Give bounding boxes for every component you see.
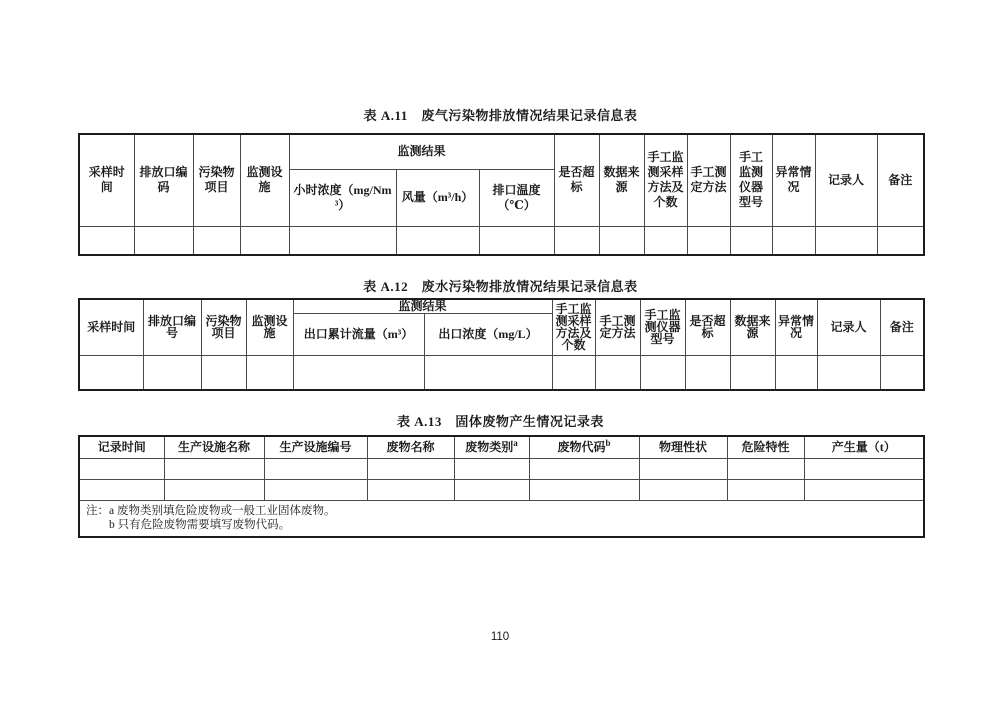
empty-cell: [79, 226, 134, 255]
empty-cell: [804, 479, 924, 500]
empty-cell: [240, 226, 289, 255]
empty-cell: [79, 458, 164, 479]
empty-cell: [134, 226, 193, 255]
empty-cell: [804, 458, 924, 479]
empty-cell: [815, 226, 877, 255]
waste-category-label: 废物类别: [465, 439, 514, 454]
col-manual-test-method: 手工测定方法: [687, 134, 730, 226]
empty-cell: [424, 355, 552, 390]
empty-cell: [454, 458, 529, 479]
col-production-facility-number: 生产设施编号: [264, 436, 367, 458]
col-remark: 备注: [877, 134, 924, 226]
col-air-volume: 风量（m³/h）: [396, 169, 479, 226]
empty-cell: [367, 458, 454, 479]
col-exceed-standard: 是否超标: [554, 134, 599, 226]
col-monitoring-result-group: 监测结果: [293, 299, 552, 313]
empty-cell: [880, 355, 924, 390]
col-pollutant-item: 污染物项目: [201, 299, 246, 355]
header-row: [79, 299, 924, 313]
col-physical-state: 物理性状: [639, 436, 727, 458]
table-a12-title: 表 A.12 废水污染物排放情况结果记录信息表: [363, 279, 638, 294]
empty-cell: [639, 479, 727, 500]
col-remark: 备注: [880, 299, 924, 355]
empty-cell: [554, 226, 599, 255]
empty-cell: [246, 355, 293, 390]
col-generated-amount: 产生量（t）: [804, 436, 924, 458]
col-waste-name: 废物名称: [367, 436, 454, 458]
empty-cell: [143, 355, 201, 390]
empty-cell: [201, 355, 246, 390]
col-data-source: 数据来源: [730, 299, 775, 355]
col-manual-test-method: 手工测定方法: [595, 299, 640, 355]
col-waste-category: [454, 436, 529, 458]
empty-cell: [775, 355, 817, 390]
note-line-b: b 只有危险废物需要填写废物代码。: [109, 518, 291, 531]
table-a13-solid-waste: [78, 435, 925, 538]
col-data-source: 数据来源: [599, 134, 644, 226]
empty-cell: [772, 226, 815, 255]
col-record-time: 记录时间: [79, 436, 164, 458]
empty-cell: [599, 226, 644, 255]
empty-cell: [264, 479, 367, 500]
empty-data-row: [79, 226, 924, 255]
col-monitoring-facility: 监测设施: [246, 299, 293, 355]
empty-cell: [877, 226, 924, 255]
empty-cell: [289, 226, 396, 255]
superscript-b: b: [605, 437, 611, 448]
col-recorder: 记录人: [817, 299, 880, 355]
empty-cell: [79, 355, 143, 390]
col-outlet-cumulative-flow: 出口累计流量（m³）: [293, 313, 424, 355]
col-recorder: 记录人: [815, 134, 877, 226]
col-manual-sampling-method: 手工监测采样方法及个数: [644, 134, 687, 226]
empty-data-row: [79, 458, 924, 479]
col-abnormal-situation: 异常情况: [772, 134, 815, 226]
empty-cell: [529, 458, 639, 479]
empty-cell: [595, 355, 640, 390]
table-a11-waste-gas: [78, 133, 925, 256]
col-sampling-time: 采样时间: [79, 299, 143, 355]
col-outlet-concentration: 出口浓度（mg/L）: [424, 313, 552, 355]
empty-cell: [293, 355, 424, 390]
empty-cell: [367, 479, 454, 500]
col-hourly-concentration: 小时浓度（mg/Nm³）: [289, 169, 396, 226]
waste-code-label: 废物代码: [557, 439, 606, 454]
col-waste-code: [529, 436, 639, 458]
col-production-facility-name: 生产设施名称: [164, 436, 264, 458]
col-manual-instrument-model: 手工监测仪器型号: [640, 299, 685, 355]
empty-cell: [193, 226, 240, 255]
empty-cell: [730, 226, 772, 255]
page-number: 110: [490, 631, 510, 643]
table-a12-waste-water: [78, 298, 925, 391]
col-outlet-number: 排放口编号: [143, 299, 201, 355]
empty-cell: [79, 479, 164, 500]
empty-data-row: [79, 355, 924, 390]
empty-cell: [639, 458, 727, 479]
empty-cell: [164, 479, 264, 500]
col-manual-sampling-method: 手工监测采样方法及个数: [552, 299, 595, 355]
col-pollutant-item: 污染物项目: [193, 134, 240, 226]
empty-cell: [727, 458, 804, 479]
col-outlet-code: 排放口编码: [134, 134, 193, 226]
empty-cell: [552, 355, 595, 390]
col-monitoring-facility: 监测设施: [240, 134, 289, 226]
table-a11-title: 表 A.11 废气污染物排放情况结果记录信息表: [363, 108, 638, 123]
table-note: [79, 500, 924, 537]
superscript-a: a: [513, 437, 518, 448]
col-outlet-temperature: 排口温度（℃）: [479, 169, 554, 226]
empty-cell: [727, 479, 804, 500]
empty-cell: [644, 226, 687, 255]
empty-cell: [454, 479, 529, 500]
empty-cell: [817, 355, 880, 390]
empty-cell: [164, 458, 264, 479]
empty-cell: [396, 226, 479, 255]
col-hazard-characteristic: 危险特性: [727, 436, 804, 458]
col-manual-instrument-model: 手工监测仪器型号: [730, 134, 772, 226]
table-a13-title: 表 A.13 固体废物产生情况记录表: [397, 414, 604, 429]
empty-cell: [730, 355, 775, 390]
empty-cell: [264, 458, 367, 479]
header-row: [79, 436, 924, 458]
header-row: [79, 134, 924, 169]
col-sampling-time: 采样时间: [79, 134, 134, 226]
col-abnormal-situation: 异常情况: [775, 299, 817, 355]
empty-cell: [687, 226, 730, 255]
empty-cell: [479, 226, 554, 255]
empty-cell: [685, 355, 730, 390]
col-monitoring-result-group: 监测结果: [289, 134, 554, 169]
empty-cell: [640, 355, 685, 390]
col-exceed-standard: 是否超标: [685, 299, 730, 355]
empty-data-row: [79, 479, 924, 500]
empty-cell: [529, 479, 639, 500]
note-line-a: 注：a 废物类别填危险废物或一般工业固体废物。: [86, 504, 336, 517]
note-row: [79, 500, 924, 537]
